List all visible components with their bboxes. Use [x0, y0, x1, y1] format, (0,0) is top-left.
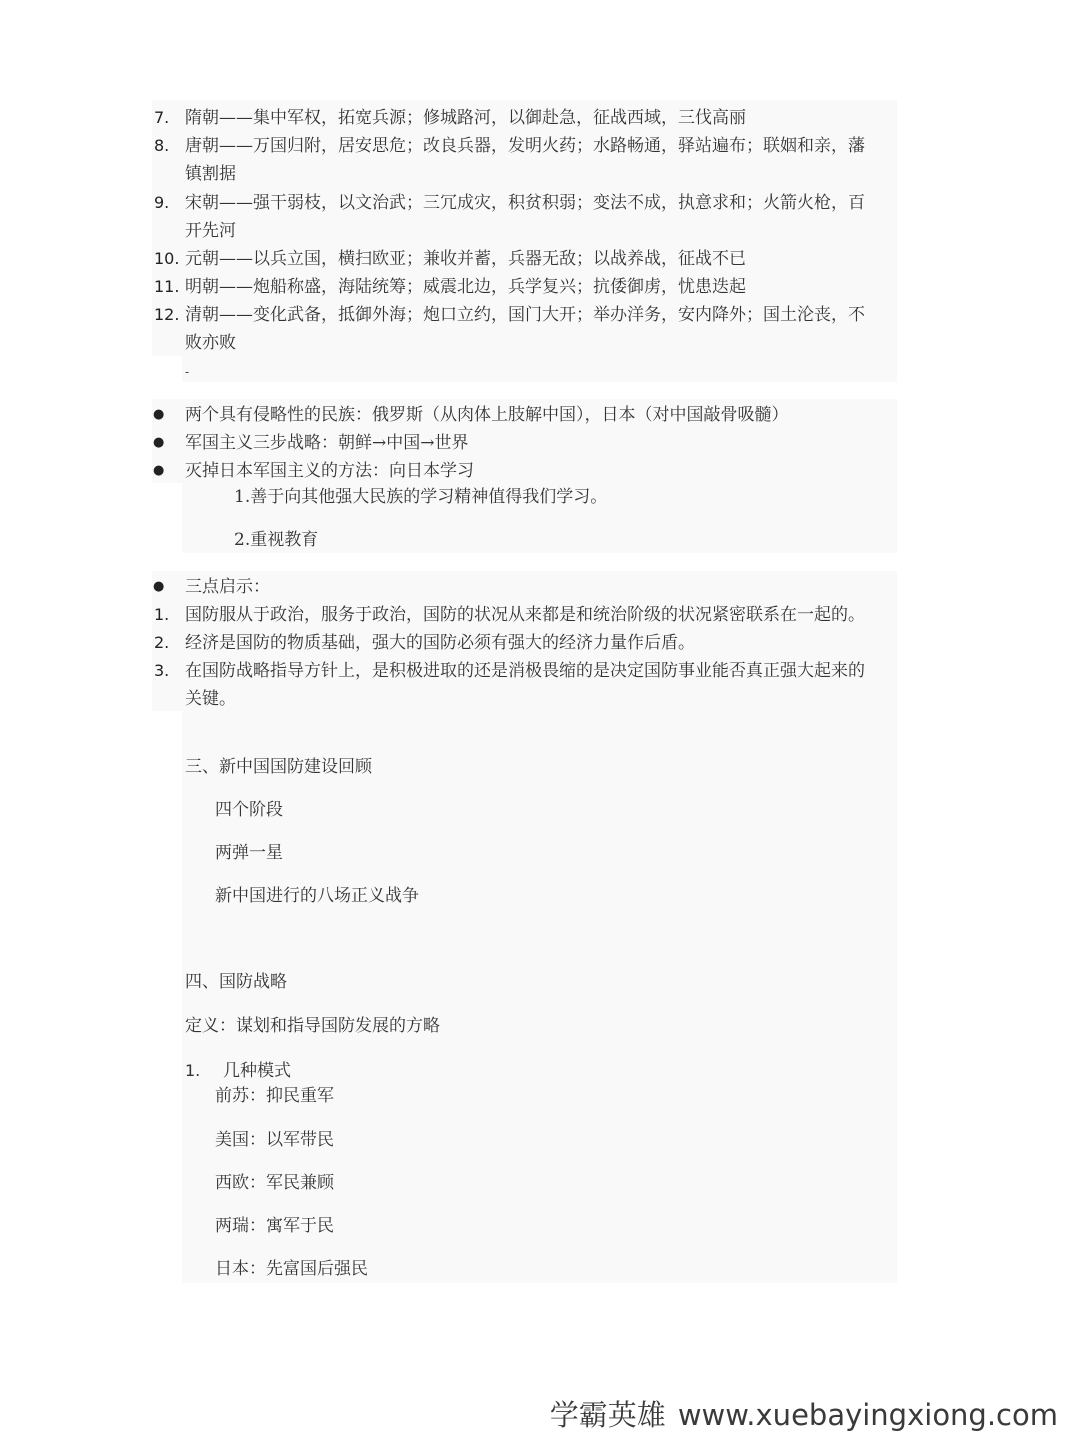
- model-item: 前苏：抑民重军: [215, 1086, 334, 1106]
- bullet-text: 三点启示：: [185, 577, 270, 597]
- bullet-text: 两个具有侵略性的民族：俄罗斯（从肉体上肢解中国），日本（对中国敲骨吸髓）: [185, 405, 789, 425]
- list-item-text: 几种模式: [223, 1061, 291, 1081]
- bullet-text: 灭掉日本军国主义的方法：向日本学习: [185, 461, 474, 481]
- list-item-number: 9.: [154, 193, 170, 212]
- japan-sub-item: 2.重视教育: [234, 530, 319, 550]
- site-watermark: [550, 1393, 1058, 1434]
- list-item-number: 8.: [154, 136, 170, 155]
- sections-panel: [182, 711, 897, 1283]
- watermark-brand: 学霸英雄: [549, 1398, 666, 1432]
- list-item-text: 开先河: [185, 221, 236, 241]
- list-item-number: 7.: [154, 108, 170, 127]
- list-item-text: 宋朝——强干弱枝，以文治武；三冗成灾，积贫积弱；变法不成，执意求和；火箭火枪，百: [185, 193, 865, 213]
- section3-item: 四个阶段: [215, 800, 283, 820]
- list-item-text: 清朝——变化武备，抵御外海；炮口立约，国门大开；举办洋务，安内降外；国土沦丧，不: [185, 305, 865, 325]
- list-item-number: 3.: [154, 661, 170, 680]
- list-item-number: 1.: [185, 1061, 201, 1080]
- list-item-text: 关键。: [185, 689, 236, 709]
- list-item-text: 隋朝——集中军权，拓宽兵源；修城路河，以御赴急，征战西域，三伐高丽: [185, 108, 746, 128]
- section4-heading: 四、国防战略: [185, 972, 287, 992]
- list-item-text: 唐朝——万国归附，居安思危；改良兵器，发明火药；水路畅通，驿站遍布；联姻和亲，藩: [185, 136, 865, 156]
- list-item-text: 明朝——炮船称盛，海陆统筹；威震北边，兵学复兴；抗倭御虏，忧患迭起: [185, 277, 746, 297]
- japan-sub-item: 1.善于向其他强大民族的学习精神值得我们学习。: [234, 487, 608, 507]
- bullet-text: 军国主义三步战略：朝鲜→中国→世界: [185, 433, 469, 453]
- watermark-url: www.xuebayingxiong.com: [677, 1398, 1058, 1432]
- list-item-text: 镇割据: [185, 164, 236, 184]
- list-item-text: 在国防战略指导方针上，是积极进取的还是消极畏缩的是决定国防事业能否真正强大起来的: [185, 661, 865, 681]
- list-item-number: 1.: [154, 605, 170, 624]
- bullet-icon: ●: [153, 463, 165, 478]
- bullet-icon: ●: [153, 435, 165, 450]
- dynasty-panel-tail: [182, 356, 897, 382]
- section4-definition: 定义：谋划和指导国防发展的方略: [185, 1016, 440, 1036]
- list-item-text: 元朝——以兵立国，横扫欧亚；兼收并蓄，兵器无敌；以战养战，征战不已: [185, 249, 746, 269]
- model-item: 日本：先富国后强民: [215, 1259, 368, 1279]
- bullet-icon: ●: [153, 579, 165, 594]
- model-item: 西欧：军民兼顾: [215, 1173, 334, 1193]
- list-item-number: 12.: [154, 305, 180, 324]
- list-item-number: 10.: [154, 249, 180, 268]
- list-item-number: 2.: [154, 633, 170, 652]
- list-item-text: 经济是国防的物质基础，强大的国防必须有强大的经济力量作后盾。: [185, 633, 695, 653]
- model-item: 两瑞：寓军于民: [215, 1216, 334, 1236]
- bullet-icon: ●: [153, 407, 165, 422]
- section3-item: 两弹一星: [215, 843, 283, 863]
- list-item-number: 11.: [154, 277, 180, 296]
- list-item-text: 败亦败: [185, 333, 236, 353]
- list-item-text: 国防服从于政治，服务于政治，国防的状况从来都是和统治阶级的状况紧密联系在一起的。: [185, 605, 865, 625]
- separator-mark: -: [185, 365, 190, 379]
- section3-item: 新中国进行的八场正义战争: [215, 886, 419, 906]
- section3-heading: 三、新中国国防建设回顾: [185, 757, 372, 777]
- model-item: 美国：以军带民: [215, 1130, 334, 1150]
